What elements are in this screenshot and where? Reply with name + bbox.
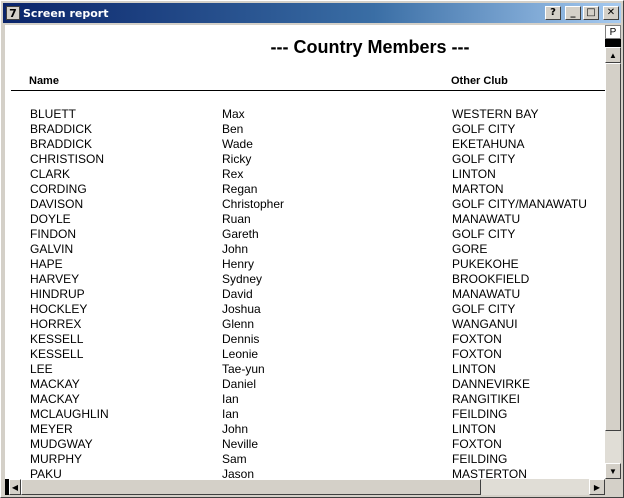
member-last-name: FINDON	[30, 227, 76, 241]
member-other-club: DANNEVIRKE	[452, 377, 531, 391]
report-title: --- Country Members ---	[270, 37, 470, 57]
member-first-name: Max	[222, 107, 245, 121]
member-first-name: Ruan	[222, 212, 251, 226]
member-last-name: KESSELL	[30, 332, 84, 346]
member-row	[5, 287, 605, 302]
header-divider	[11, 90, 605, 91]
member-first-name: Jason	[222, 467, 255, 479]
member-list	[5, 107, 605, 479]
member-last-name: HINDRUP	[30, 287, 85, 301]
member-last-name: CHRISTISON	[30, 152, 105, 166]
member-last-name: DAVISON	[30, 197, 84, 211]
member-first-name: Leonie	[222, 347, 259, 361]
member-row	[5, 272, 605, 287]
member-first-name: John	[222, 242, 249, 256]
vertical-scroll-thumb[interactable]	[605, 63, 621, 431]
member-last-name: HORREX	[30, 317, 82, 331]
member-row	[5, 302, 605, 317]
member-row	[5, 317, 605, 332]
member-first-name: Christopher	[222, 197, 285, 211]
member-first-name: Regan	[222, 182, 258, 196]
member-last-name: GALVIN	[30, 242, 74, 256]
member-last-name: MACKAY	[30, 392, 80, 406]
member-other-club: LINTON	[452, 167, 496, 181]
member-first-name: Ian	[222, 407, 239, 421]
member-row	[5, 242, 605, 257]
column-header-name: Name	[29, 75, 59, 87]
member-last-name: LEE	[30, 362, 53, 376]
help-button[interactable]: ?	[545, 6, 561, 20]
member-first-name: Rex	[222, 167, 244, 181]
member-other-club: LINTON	[452, 422, 496, 436]
maximize-button[interactable]: □	[583, 6, 599, 20]
member-other-club: MASTERTON	[452, 467, 527, 479]
member-other-club: FEILDING	[452, 407, 508, 421]
member-row	[5, 167, 605, 182]
member-other-club: EKETAHUNA	[452, 137, 525, 151]
member-first-name: Gareth	[222, 227, 259, 241]
member-last-name: DOYLE	[30, 212, 71, 226]
member-last-name: PAKU	[30, 467, 62, 479]
member-other-club: MANAWATU	[452, 212, 521, 226]
member-last-name: MACKAY	[30, 377, 80, 391]
member-other-club: LINTON	[452, 362, 496, 376]
scroll-up-button[interactable]: ▲	[605, 47, 621, 63]
member-last-name: BRADDICK	[30, 122, 93, 136]
member-last-name: MURPHY	[30, 452, 83, 466]
member-row	[5, 182, 605, 197]
member-first-name: Tae-yun	[222, 362, 265, 376]
member-last-name: HOCKLEY	[30, 302, 88, 316]
member-row	[5, 452, 605, 467]
scroll-left-button[interactable]: ◀	[9, 479, 21, 495]
member-row	[5, 227, 605, 242]
member-row	[5, 407, 605, 422]
member-other-club: GOLF CITY	[452, 227, 516, 241]
member-row	[5, 212, 605, 227]
column-header-other-club: Other Club	[451, 75, 508, 87]
member-other-club: GORE	[452, 242, 488, 256]
title-bar[interactable]	[3, 3, 621, 23]
member-last-name: MEYER	[30, 422, 73, 436]
member-last-name: CLARK	[30, 167, 71, 181]
member-first-name: Neville	[222, 437, 259, 451]
member-other-club: GOLF CITY	[452, 302, 516, 316]
size-grip[interactable]	[605, 479, 621, 495]
member-first-name: Wade	[222, 137, 253, 151]
member-other-club: GOLF CITY/MANAWATU	[452, 197, 587, 211]
member-first-name: David	[222, 287, 253, 301]
member-last-name: KESSELL	[30, 347, 84, 361]
member-last-name: MCLAUGHLIN	[30, 407, 109, 421]
member-row	[5, 377, 605, 392]
horizontal-scrollbar[interactable]	[5, 479, 605, 495]
member-other-club: FOXTON	[452, 332, 502, 346]
close-button[interactable]: ✕	[603, 6, 619, 20]
member-last-name: HARVEY	[30, 272, 80, 286]
member-first-name: John	[222, 422, 249, 436]
member-other-club: FOXTON	[452, 437, 502, 451]
member-last-name: MUDGWAY	[30, 437, 93, 451]
member-other-club: MARTON	[452, 182, 504, 196]
member-row	[5, 137, 605, 152]
member-row	[5, 437, 605, 452]
member-other-club: WANGANUI	[452, 317, 518, 331]
member-last-name: BRADDICK	[30, 137, 93, 151]
member-first-name: Henry	[222, 257, 255, 271]
member-first-name: Glenn	[222, 317, 255, 331]
member-first-name: Daniel	[222, 377, 257, 391]
member-other-club: WESTERN BAY	[452, 107, 539, 121]
member-row	[5, 392, 605, 407]
page-indicator: P	[605, 25, 621, 39]
member-row	[5, 122, 605, 137]
member-other-club: RANGITIKEI	[452, 392, 521, 406]
member-other-club: FEILDING	[452, 452, 508, 466]
member-first-name: Sam	[222, 452, 247, 466]
member-first-name: Ben	[222, 122, 244, 136]
window-title: Screen report	[23, 6, 109, 20]
member-first-name: Joshua	[222, 302, 261, 316]
minimize-button[interactable]: _	[565, 6, 581, 20]
scroll-right-button[interactable]: ▶	[589, 479, 605, 495]
page-marker	[605, 39, 621, 47]
member-row	[5, 332, 605, 347]
member-row	[5, 152, 605, 167]
report-content	[5, 25, 605, 479]
member-other-club: GOLF CITY	[452, 152, 516, 166]
member-first-name: Dennis	[222, 332, 260, 346]
horizontal-scroll-thumb[interactable]	[21, 479, 481, 495]
member-row	[5, 467, 605, 479]
member-last-name: BLUETT	[30, 107, 77, 121]
member-other-club: MANAWATU	[452, 287, 521, 301]
member-row	[5, 257, 605, 272]
member-other-club: GOLF CITY	[452, 122, 516, 136]
scroll-down-button[interactable]: ▼	[605, 463, 621, 479]
vertical-scrollbar[interactable]	[605, 25, 621, 479]
member-row	[5, 197, 605, 212]
member-first-name: Sydney	[222, 272, 263, 286]
member-first-name: Ian	[222, 392, 239, 406]
member-other-club: FOXTON	[452, 347, 502, 361]
member-first-name: Ricky	[222, 152, 252, 166]
member-other-club: PUKEKOHE	[452, 257, 519, 271]
member-row	[5, 347, 605, 362]
member-last-name: CORDING	[30, 182, 87, 196]
member-last-name: HAPE	[30, 257, 63, 271]
member-row	[5, 107, 605, 122]
member-other-club: BROOKFIELD	[452, 272, 530, 286]
app-icon[interactable]: 7	[6, 6, 20, 20]
member-row	[5, 422, 605, 437]
member-row	[5, 362, 605, 377]
